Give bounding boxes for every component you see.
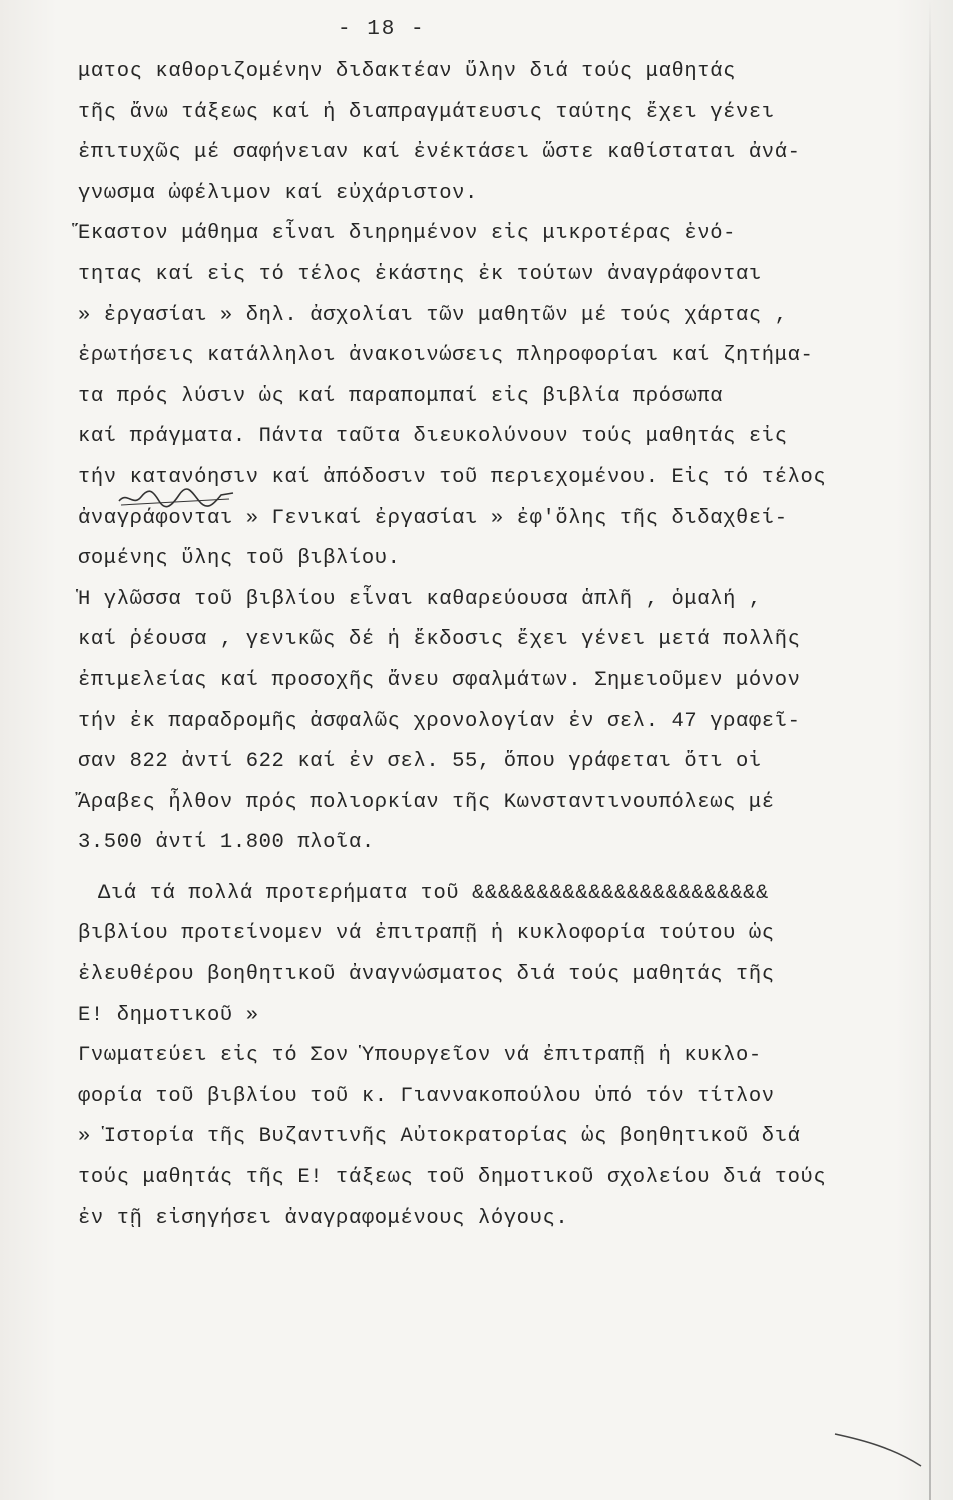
text-line: καί πράγματα. Πάντα ταῦτα διευκολύνουν τούς μαθητάς εἰς [78,425,788,449]
text-line: Ἕκαστον μάθημα εἶναι διηρημένον εἰς μικροτέρας ἑνό- [78,222,737,246]
text-line: ἐλευθέρου βοηθητικοῦ ἀναγνώσματος διά τούς μαθητάς τῆς [78,963,775,987]
text-line: βιβλίου προτείνομεν νά ἐπιτραπῇ ἡ κυκλοφορία τούτου ὡς [78,922,775,946]
text-line: Ἡ γλῶσσα τοῦ βιβλίου εἶναι καθαρεύουσα ἁπλῆ , ὁμαλή , [78,587,762,611]
text-line: φορία τοῦ βιβλίου τοῦ κ. Γιαννακοπούλου ὑπό τόν τίτλον [78,1084,775,1108]
text-line: Διά τά πολλά προτερήματα τοῦ &&&&&&&&&&&&&&&&&&&&&&& [98,881,769,905]
text-line: τῆς ἄνω τάξεως καί ἡ διαπραγμάτευσις ταύτης ἔχει γένει [78,100,775,124]
text-line: » Ἱστορία τῆς Βυζαντινῆς Αὐτοκρατορίας ὡς βοηθητικοῦ διά [78,1125,801,1149]
text-line: » ἐργασίαι » δηλ. ἀσχολίαι τῶν μαθητῶν μέ τούς χάρτας , [78,303,788,327]
text-line: καί ῥέουσα , γενικῶς δέ ἡ ἔκδοσις ἔχει γένει μετά πολλῆς [78,628,801,652]
text-line: ἀναγράφονται » Γενικαί ἐργασίαι » ἐφ'ὅλης τῆς διδαχθεί- [78,506,788,530]
text-line: ἐπιμελείας καί προσοχῆς ἄνευ σφαλμάτων. Σημειοῦμεν μόνον [78,668,801,692]
page-number: - 18 - [338,18,426,41]
text-line: σομένης ὕλης τοῦ βιβλίου. [78,547,401,571]
text-line: γνωσμα ὠφέλιμον καί εὐχάριστον. [78,181,478,205]
text-line: τητας καί εἰς τό τέλος ἑκάστης ἐκ τούτων ἀναγράφονται [78,262,762,286]
text-line: ἐπιτυχῶς μέ σαφήνειαν καί ἐνέκτάσει ὥστε καθίσταται ἀνά- [78,141,801,165]
text-line: Γνωματεύει εἰς τό Σον Ὑπουργεῖον νά ἐπιτραπῇ ἡ κυκλο- [78,1044,762,1068]
text-line: ἐρωτήσεις κατάλληλοι ἀνακοινώσεις πληροφορίαι καί ζητήμα- [78,344,814,368]
text-line: τήν ἐκ παραδρομῆς ἀσφαλῶς χρονολογίαν ἐν σελ. 47 γραφεῖ- [78,709,801,733]
text-line: τήν κατανόησιν καί ἀπόδοσιν τοῦ περιεχομένου. Εἰς τό τέλος [78,465,827,489]
text-line: 3.500 ἀντί 1.800 πλοῖα. [78,831,375,855]
text-line: Ε! δημοτικοῦ » [78,1003,259,1027]
text-line: τα πρός λύσιν ὡς καί παραπομπαί εἰς βιβλία πρόσωπα [78,384,724,408]
text-line: σαν 822 ἀντί 622 καί ἐν σελ. 55, ὅπου γράφεται ὅτι οἱ [78,750,762,774]
text-line: ματος καθοριζομένην διδακτέαν ὕλην διά τούς μαθητάς [78,60,737,83]
corner-pen-mark-icon [833,1430,923,1470]
text-line: ἐν τῇ εἰσηγήσει ἀναγραφομένους λόγους. [78,1206,569,1230]
document-body [78,52,933,1239]
text-line: Ἄραβες ἦλθον πρός πολιορκίαν τῆς Κωνσταντινουπόλεως μέ [78,790,775,814]
text-line: τούς μαθητάς τῆς Ε! τάξεως τοῦ δημοτικοῦ σχολείου διά τούς [78,1166,827,1190]
